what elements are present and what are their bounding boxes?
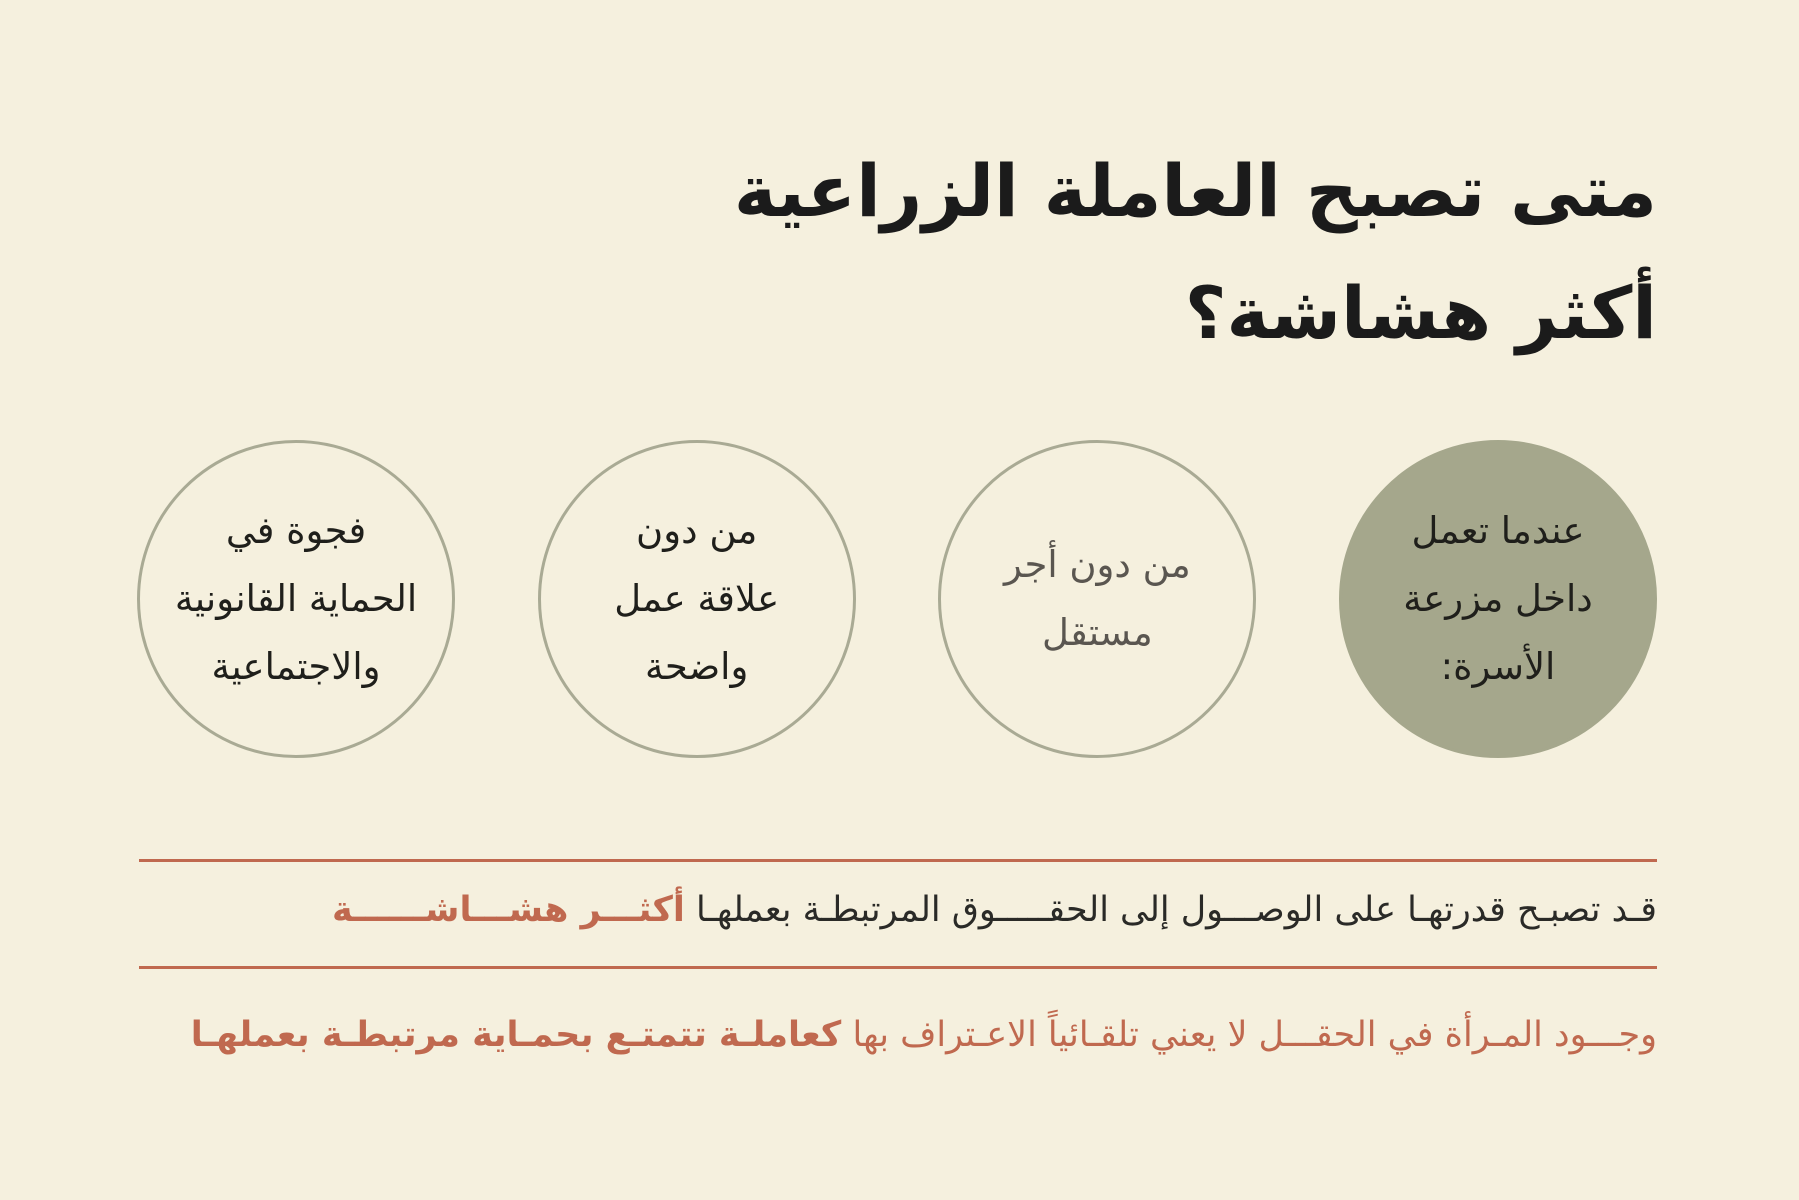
page-title [557,130,1657,374]
condition-circle-protection-gap [137,440,455,758]
title-line-2: أكثر هشاشة؟ [1184,271,1657,355]
divider-top [139,859,1657,862]
condition-label: فجوة في الحماية القانونية والاجتماعية [174,509,418,688]
conditions-row [137,440,1657,760]
statement-recognition [139,1005,1657,1065]
condition-circle-family-farm [1339,440,1657,758]
statement-emphasis: كعاملـة تتمتـع بحمـاية مرتبطـة بعملهـا [190,1015,842,1055]
condition-label: من دون علاقة عمل واضحة [614,509,780,688]
statement-text: قـد تصبـح قدرتهـا على الوصـــول إلى الحقـــــوق المرتبطـة بعملهـا [696,890,1657,930]
divider-bottom [139,966,1657,969]
statement-emphasis: أكثـــر هشـــاشــــــة [332,890,685,930]
statement-rights-access [139,880,1657,940]
condition-label: عندما تعمل داخل مزرعة الأسرة: [1403,509,1593,688]
condition-circle-no-wage [938,440,1256,758]
title-line-1: متى تصبح العاملة الزراعية [733,149,1657,233]
condition-label: من دون أجر مستقل [1004,543,1191,654]
statement-text: وجـــود المـرأة في الحقـــل لا يعني تلقـائياً الاعـتراف بها [852,1015,1657,1055]
condition-circle-no-employment-relation [538,440,856,758]
